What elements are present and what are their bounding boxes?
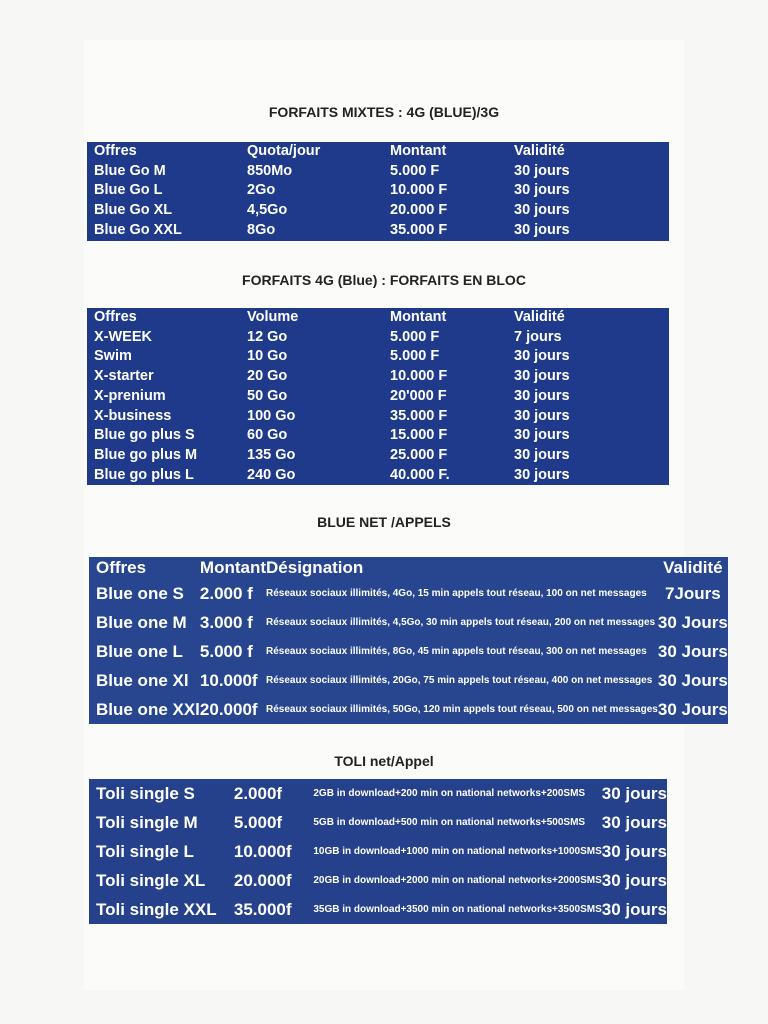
cell-offre: Blue one S — [96, 583, 184, 603]
cell-offre: Toli single XXL — [96, 899, 217, 919]
cell-volume: 50 Go — [247, 387, 288, 404]
header-offres: Offres — [96, 558, 147, 577]
table-blue-net — [89, 557, 728, 724]
cell-validite: 30 jours — [514, 182, 570, 199]
table-row — [87, 347, 669, 367]
cell-offre: Toli single M — [96, 812, 198, 832]
cell-validite: 30 jours — [514, 387, 570, 404]
cell-validite: 30 jours — [514, 162, 570, 179]
cell-validite: 30 jours — [601, 783, 667, 803]
cell-designation: 35GB in download+3500 min on national networks+3500SMS — [313, 903, 602, 915]
cell-volume: 135 Go — [247, 446, 296, 463]
table-header-row — [87, 308, 669, 328]
cell-designation: 20GB in download+2000 min on national networks+2000SMS — [313, 874, 602, 886]
title-blue-net: BLUE NET /APPELS — [317, 514, 451, 530]
cell-montant: 10.000f — [233, 841, 292, 861]
cell-designation: Réseaux sociaux illimités, 20Go, 75 min appels tout réseau, 400 on net messages — [266, 674, 653, 686]
table-row — [87, 407, 669, 427]
header-designation: Désignation — [266, 558, 364, 577]
cell-montant: 10.000 F — [390, 182, 448, 199]
table-row — [87, 328, 669, 348]
cell-montant: 20'000 F — [390, 387, 447, 404]
header-offres: Offres — [94, 309, 137, 325]
table-row — [89, 779, 667, 808]
title-forfaits-mixtes: FORFAITS MIXTES : 4G (BLUE)/3G — [268, 104, 500, 120]
cell-montant: 5.000f — [233, 812, 283, 832]
cell-offre: Toli single L — [96, 841, 194, 861]
header-montant: Montant — [390, 143, 447, 159]
cell-offre: Blue one XXl — [96, 699, 200, 719]
cell-volume: 60 Go — [247, 427, 288, 444]
table-row — [89, 895, 667, 924]
cell-designation: Réseaux sociaux illimités, 4Go, 15 min appels tout réseau, 100 on net messages — [266, 587, 647, 599]
cell-designation: Réseaux sociaux illimités, 4,5Go, 30 min appels tout réseau, 200 on net messages — [266, 616, 656, 628]
table-forfaits-bloc — [87, 308, 669, 485]
cell-montant: 3.000 f — [199, 612, 253, 632]
cell-validite: 30 Jours — [657, 670, 728, 690]
title-forfaits-bloc: FORFAITS 4G (Blue) : FORFAITS EN BLOC — [242, 272, 526, 288]
cell-volume: 240 Go — [247, 466, 296, 483]
cell-montant: 40.000 F. — [390, 466, 450, 483]
cell-validite: 30 jours — [514, 202, 570, 219]
cell-volume: 12 Go — [247, 328, 288, 345]
cell-validite: 30 jours — [514, 407, 570, 424]
cell-designation: Réseaux sociaux illimités, 8Go, 45 min appels tout réseau, 300 on net messages — [266, 645, 647, 657]
table-row — [87, 221, 669, 241]
table-row — [87, 201, 669, 221]
cell-quota: 8Go — [247, 221, 276, 238]
cell-validite: 30 jours — [514, 368, 570, 385]
table-row — [89, 837, 667, 866]
table-header-row — [89, 557, 728, 579]
table-row — [89, 866, 667, 895]
table-row — [87, 181, 669, 201]
cell-volume: 20 Go — [247, 368, 288, 385]
cell-montant: 5.000 f — [199, 641, 253, 661]
table-row — [89, 695, 728, 724]
table-row — [89, 637, 728, 666]
header-montant: Montant — [199, 558, 267, 577]
cell-designation: 5GB in download+500 min on national networks+500SMS — [313, 816, 586, 828]
table-toli — [89, 779, 667, 924]
cell-montant: 35.000f — [233, 899, 292, 919]
table-forfaits-mixtes — [87, 142, 669, 241]
header-validite: Validité — [514, 143, 565, 159]
cell-quota: 4,5Go — [247, 202, 288, 219]
cell-validite: 30 jours — [514, 446, 570, 463]
cell-validite: 30 Jours — [657, 612, 728, 632]
cell-offre: X-WEEK — [94, 328, 152, 345]
cell-montant: 35.000 F — [390, 407, 448, 424]
table-row — [87, 446, 669, 466]
table-row — [89, 608, 728, 637]
table-header-row — [87, 142, 669, 162]
cell-montant: 20.000 F — [390, 202, 448, 219]
cell-offre: Blue Go M — [94, 162, 166, 179]
cell-montant: 10.000f — [199, 670, 258, 690]
table-row — [89, 666, 728, 695]
cell-volume: 100 Go — [247, 407, 296, 424]
table-row — [87, 387, 669, 407]
cell-validite: 7 jours — [514, 328, 562, 345]
cell-validite: 30 jours — [514, 348, 570, 365]
table-row — [87, 426, 669, 446]
header-quota: Quota/jour — [247, 143, 321, 159]
cell-validite: 30 jours — [514, 221, 570, 238]
cell-designation: 2GB in download+200 min on national networks+200SMS — [313, 787, 586, 799]
header-offres: Offres — [94, 143, 137, 159]
cell-montant: 5.000 F — [390, 348, 440, 365]
header-validite: Validité — [514, 309, 565, 325]
cell-montant: 2.000 f — [199, 583, 253, 603]
cell-montant: 20.000f — [233, 870, 292, 890]
cell-offre: Blue go plus M — [94, 446, 198, 463]
cell-montant: 2.000f — [233, 783, 283, 803]
header-montant: Montant — [390, 309, 447, 325]
cell-offre: X-prenium — [94, 387, 166, 404]
table-row — [87, 367, 669, 387]
cell-validite: 30 jours — [514, 466, 570, 483]
cell-montant: 5.000 F — [390, 328, 440, 345]
cell-offre: Blue go plus S — [94, 427, 195, 444]
title-toli: TOLI net/Appel — [334, 753, 434, 769]
cell-offre: Toli single XL — [96, 870, 206, 890]
cell-offre: Blue Go XL — [94, 202, 173, 219]
cell-montant: 15.000 F — [390, 427, 448, 444]
cell-offre: X-starter — [94, 368, 154, 385]
cell-validite: 7Jours — [664, 583, 721, 603]
table-row — [87, 466, 669, 486]
cell-offre: Blue one L — [96, 641, 183, 661]
cell-offre: X-business — [94, 407, 172, 424]
cell-montant: 5.000 F — [390, 162, 440, 179]
cell-quota: 850Mo — [247, 162, 293, 179]
cell-validite: 30 jours — [601, 841, 667, 861]
cell-validite: 30 jours — [601, 812, 667, 832]
cell-offre: Blue one Xl — [96, 670, 189, 690]
table-row — [87, 162, 669, 182]
cell-montant: 35.000 F — [390, 221, 448, 238]
cell-validite: 30 Jours — [657, 641, 728, 661]
cell-designation: Réseaux sociaux illimités, 50Go, 120 min appels tout réseau, 500 on net messages — [266, 703, 658, 715]
cell-offre: Blue Go L — [94, 182, 163, 199]
cell-offre: Blue Go XXL — [94, 221, 182, 238]
cell-offre: Toli single S — [96, 783, 195, 803]
cell-designation: 10GB in download+1000 min on national networks+1000SMS — [313, 845, 602, 857]
cell-montant: 20.000f — [199, 699, 258, 719]
cell-validite: 30 Jours — [657, 699, 728, 719]
header-validite: Validité — [663, 558, 723, 577]
cell-validite: 30 jours — [601, 870, 667, 890]
cell-validite: 30 jours — [601, 899, 667, 919]
cell-validite: 30 jours — [514, 427, 570, 444]
cell-offre: Blue go plus L — [94, 466, 194, 483]
cell-volume: 10 Go — [247, 348, 288, 365]
header-volume: Volume — [247, 309, 299, 325]
cell-offre: Swim — [94, 348, 132, 365]
cell-montant: 25.000 F — [390, 446, 448, 463]
cell-montant: 10.000 F — [390, 368, 448, 385]
table-row — [89, 579, 728, 608]
cell-quota: 2Go — [247, 182, 276, 199]
table-row — [89, 808, 667, 837]
cell-offre: Blue one M — [96, 612, 187, 632]
